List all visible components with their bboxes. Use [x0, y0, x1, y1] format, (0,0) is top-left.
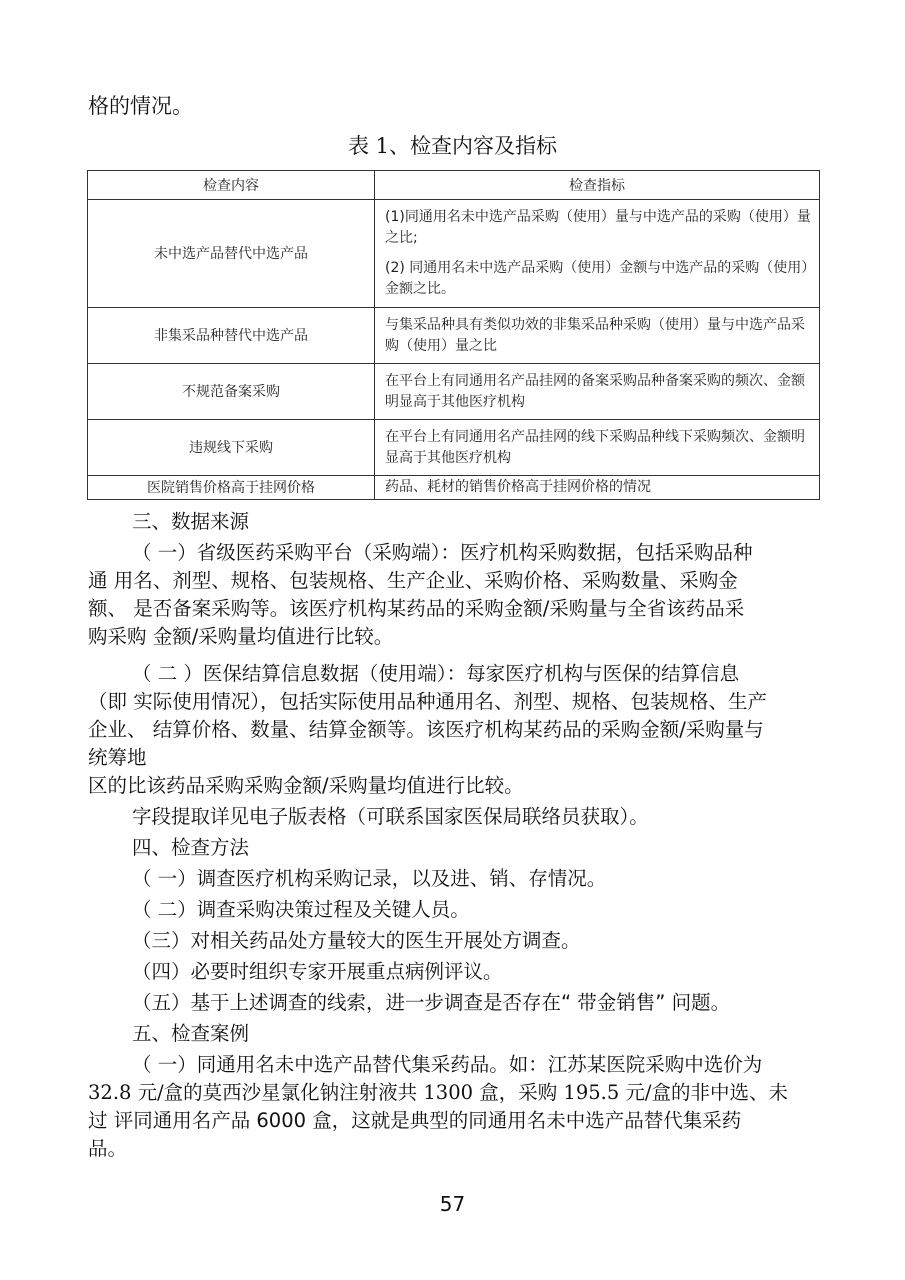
- section3-paragraph-2: [88, 660, 828, 800]
- paragraph-line: 通 用名、剂型、规格、包装规格、生产企业、采购价格、采购数量、采购金: [88, 569, 738, 592]
- metric-text: 在平台上有同通用名产品挂网的线下采购品种线下采购频次、金额明显高于其他医疗机构: [385, 428, 805, 466]
- inspection-table: [87, 170, 820, 500]
- row-content: 医院销售价格高于挂网价格: [88, 476, 375, 500]
- row-content: 违规线下采购: [88, 420, 375, 476]
- lead-text: 格的情况。: [88, 94, 193, 118]
- section4-item: （ 一）调查医疗机构采购记录，以及进、销、存情况。: [132, 867, 607, 890]
- table-caption: 表 1、检查内容及指标: [347, 134, 558, 158]
- paragraph-line: （ 一）同通用名未中选产品替代集采药品。如：江苏某医院采购中选价为: [132, 1053, 763, 1076]
- paragraph-line: （即 实际使用情况），包括实际使用品种通用名、剂型、规格、包装规格、生产: [88, 690, 767, 713]
- paragraph-line: （ 二 ）医保结算信息数据（使用端）：每家医疗机构与医保的结算信息: [132, 662, 740, 685]
- table-row: [88, 364, 820, 420]
- table-header-row: [88, 171, 820, 200]
- metric-text: 药品、耗材的销售价格高于挂网价格的情况: [385, 479, 651, 495]
- section3-note: 字段提取详见电子版表格（可联系国家医保局联络员获取）。: [132, 805, 649, 828]
- section3-paragraph-1: [88, 539, 828, 651]
- row-metric: [375, 200, 820, 308]
- paragraph-line: 企业、 结算价格、数量、结算金额等。该医疗机构某药品的采购金额/采购量与: [88, 718, 764, 741]
- row-metric: [375, 364, 820, 420]
- section3-heading: 三、数据来源: [132, 510, 250, 533]
- paragraph-line: （ 一）省级医药采购平台（采购端）：医疗机构采购数据，包括采购品种: [132, 541, 753, 564]
- row-metric: [375, 308, 820, 364]
- metric-text: 与集采品种具有类似功效的非集采品种采购（使用）量与中选产品采购（使用）量之比: [385, 316, 805, 354]
- row-content: 未中选产品替代中选产品: [88, 200, 375, 308]
- section4-item: （五）基于上述调查的线索，进一步调查是否存在“ 带金销售” 问题。: [132, 991, 731, 1014]
- table-row: [88, 308, 820, 364]
- row-metric: [375, 476, 820, 500]
- paragraph-line: 购采购 金额/采购量均值进行比较。: [88, 625, 394, 648]
- section4-item: （四）必要时组织专家开展重点病例评议。: [132, 960, 503, 983]
- paragraph-line: 品。: [88, 1137, 128, 1160]
- table-row: [88, 200, 820, 308]
- section4-item: （三）对相关药品处方量较大的医生开展处方调查。: [132, 929, 581, 952]
- paragraph-line: 统筹地: [88, 746, 147, 769]
- header-content: 检查内容: [88, 171, 375, 200]
- paragraph-line: 区的比该药品采购采购金额/采购量均值进行比较。: [88, 774, 524, 797]
- row-metric: [375, 420, 820, 476]
- row-content: 非集采品种替代中选产品: [88, 308, 375, 364]
- metric-text: (2) 同通用名未中选产品采购（使用）金额与中选产品的采购（使用）金额之比。: [385, 260, 809, 297]
- row-content: 不规范备案采购: [88, 364, 375, 420]
- paragraph-line: 额、 是否备案采购等。该医疗机构某药品的采购金额/采购量与全省该药品采: [88, 597, 745, 620]
- table-row: [88, 420, 820, 476]
- body-text: [88, 508, 828, 1163]
- paragraph-line: 过 评同通用名产品 6000 盒，这就是典型的同通用名未中选产品替代集采药: [88, 1109, 742, 1132]
- section5-heading: 五、检查案例: [132, 1022, 250, 1045]
- header-metric: 检查指标: [375, 171, 820, 200]
- table-row: [88, 476, 820, 500]
- metric-text: (1)同通用名未中选产品采购（使用）量与中选产品的采购（使用）量之比;: [385, 209, 811, 246]
- page-number: 57: [439, 1192, 466, 1216]
- section4-item: （ 二）调查采购决策过程及关键人员。: [132, 898, 470, 921]
- section4-heading: 四、检查方法: [132, 836, 250, 859]
- section5-paragraph-1: [88, 1051, 828, 1163]
- paragraph-line: 32.8 元/盒的莫西沙星氯化钠注射液共 1300 盒，采购 195.5 元/盒的非中选、未: [88, 1081, 789, 1104]
- metric-text: 在平台上有同通用名产品挂网的备案采购品种备案采购的频次、金额明显高于其他医疗机构: [385, 372, 805, 410]
